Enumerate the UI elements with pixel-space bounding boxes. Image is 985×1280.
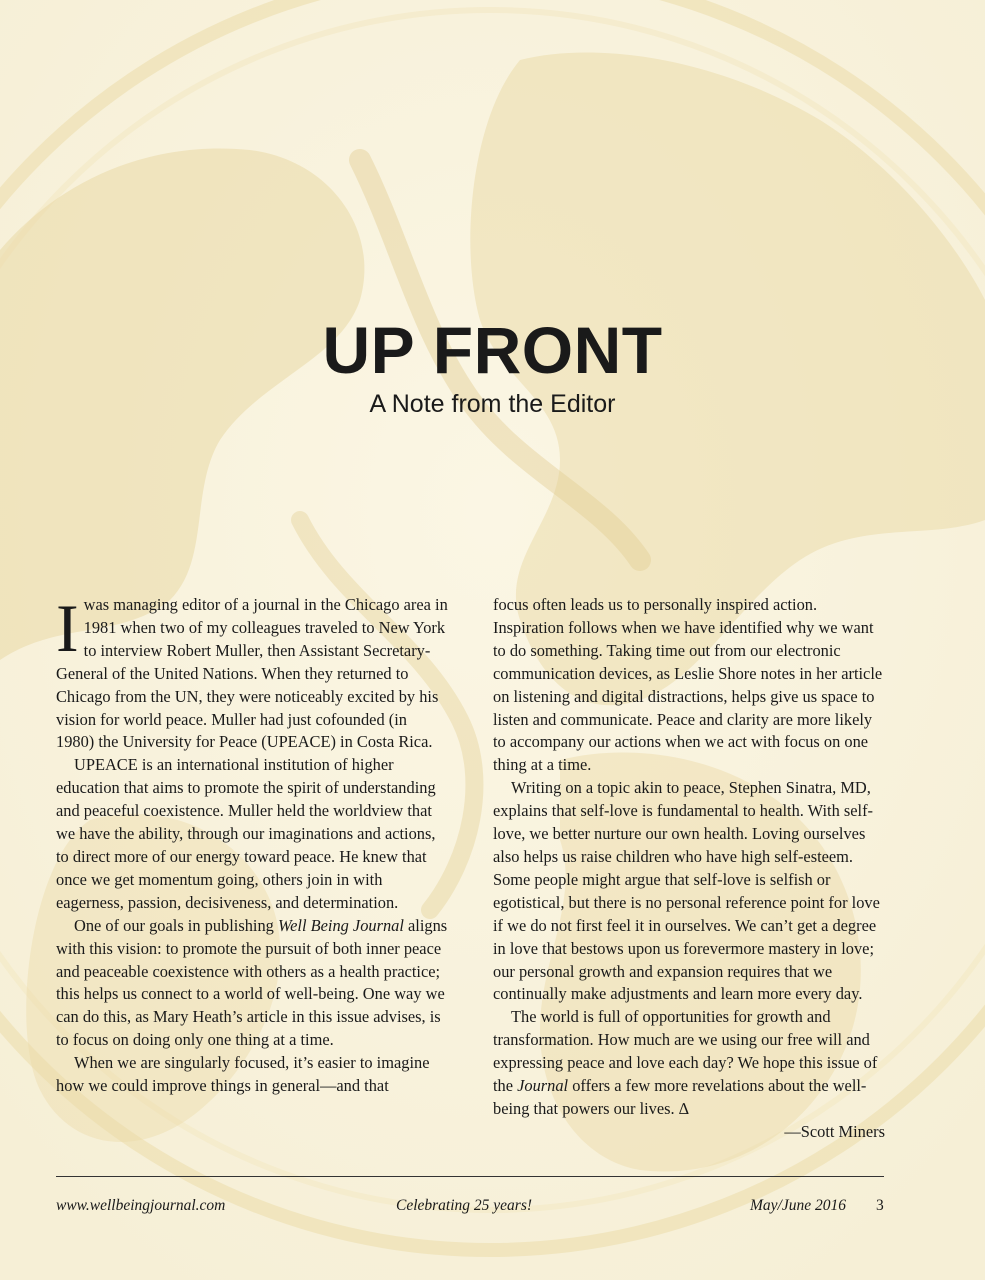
paragraph-text: offers a few more revelations about the well-being that powers our lives. ∆ bbox=[493, 1076, 867, 1118]
author-signature: —Scott Miners bbox=[784, 1121, 885, 1141]
paragraph-text: One of our goals in publishing bbox=[74, 915, 278, 935]
article-paragraph bbox=[493, 1006, 885, 1121]
paragraph-text: was managing editor of a journal in the Chicago area in 1981 when two of my colleagues traveled to New York to interview Robert Muller, then Assistant Secretary-General of the United Nations. When they returned to Chicago from the UN, they were noticeably excited by his vision for world peace. Muller had just cofounded (in 1980) the University for Peace (UPEACE) in Costa Rica. bbox=[56, 595, 448, 752]
paragraph-text: The world is full of opportunities for growth and transformation. How much are we using our free will and expressing peace and love each day? We hope this issue of the bbox=[493, 1007, 878, 1096]
footer-website: www.wellbeingjournal.com bbox=[56, 1197, 226, 1214]
footer-divider bbox=[56, 1176, 884, 1177]
article-paragraph: When we are singularly focused, it’s easier to imagine how we could improve things in general—and that bbox=[56, 1053, 430, 1096]
article-paragraph bbox=[56, 915, 448, 1052]
article-paragraph: focus often leads us to personally inspired action. Inspiration follows when we have identified why we want to do something. Taking time out from our electronic communication devices, as Leslie Shore notes in her article on listening and digital distractions, helps give us space to listen and communicate. Peace and clarity are more likely to accompany our actions when we act with focus on one thing at a time. bbox=[493, 595, 883, 775]
footer-tagline: Celebrating 25 years! bbox=[396, 1197, 533, 1214]
footer-issue-date: May/June 2016 bbox=[750, 1197, 846, 1214]
article-column-right bbox=[493, 594, 885, 1144]
page-number: 3 bbox=[876, 1197, 884, 1214]
article-paragraph: UPEACE is an international institution of higher education that aims to promote the spirit of understanding and peaceful coexistence. Muller held the worldview that we have the ability, through our imaginations and actions, to direct more of our energy toward peace. He knew that once we get momentum going, others join in with eagerness, passion, decisiveness, and determination. bbox=[56, 755, 436, 912]
page-title: UP FRONT bbox=[322, 313, 663, 387]
article-column-left bbox=[56, 590, 448, 1098]
paragraph-text: aligns with this vision: to promote the pursuit of both inner peace and peaceable coexistence with others as a health practice; this helps us connect to a world of well-being. One way we can do this, as Mary Heath’s article in this issue advises, is to focus on doing only one thing at a time. bbox=[56, 915, 448, 1050]
drop-cap: I bbox=[56, 590, 79, 666]
publication-title: Journal bbox=[517, 1076, 569, 1096]
publication-title: Well Being Journal bbox=[277, 915, 404, 935]
article-paragraph bbox=[56, 590, 448, 754]
page-subtitle: A Note from the Editor bbox=[369, 390, 616, 418]
article-paragraph: Writing on a topic akin to peace, Stephen Sinatra, MD, explains that self-love is fundamental to health. With self-love, we better nurture our own health. Loving ourselves also helps us raise children who have high self-esteem. Some people might argue that self-love is selfish or egotistical, but there is no personal reference point for love if we do not first feel it in ourselves. We can’t get a degree in love that bestows upon us forevermore mastery in love; our personal growth and expansion requires that we continually make adjustments and learn more every day. bbox=[493, 778, 880, 1004]
